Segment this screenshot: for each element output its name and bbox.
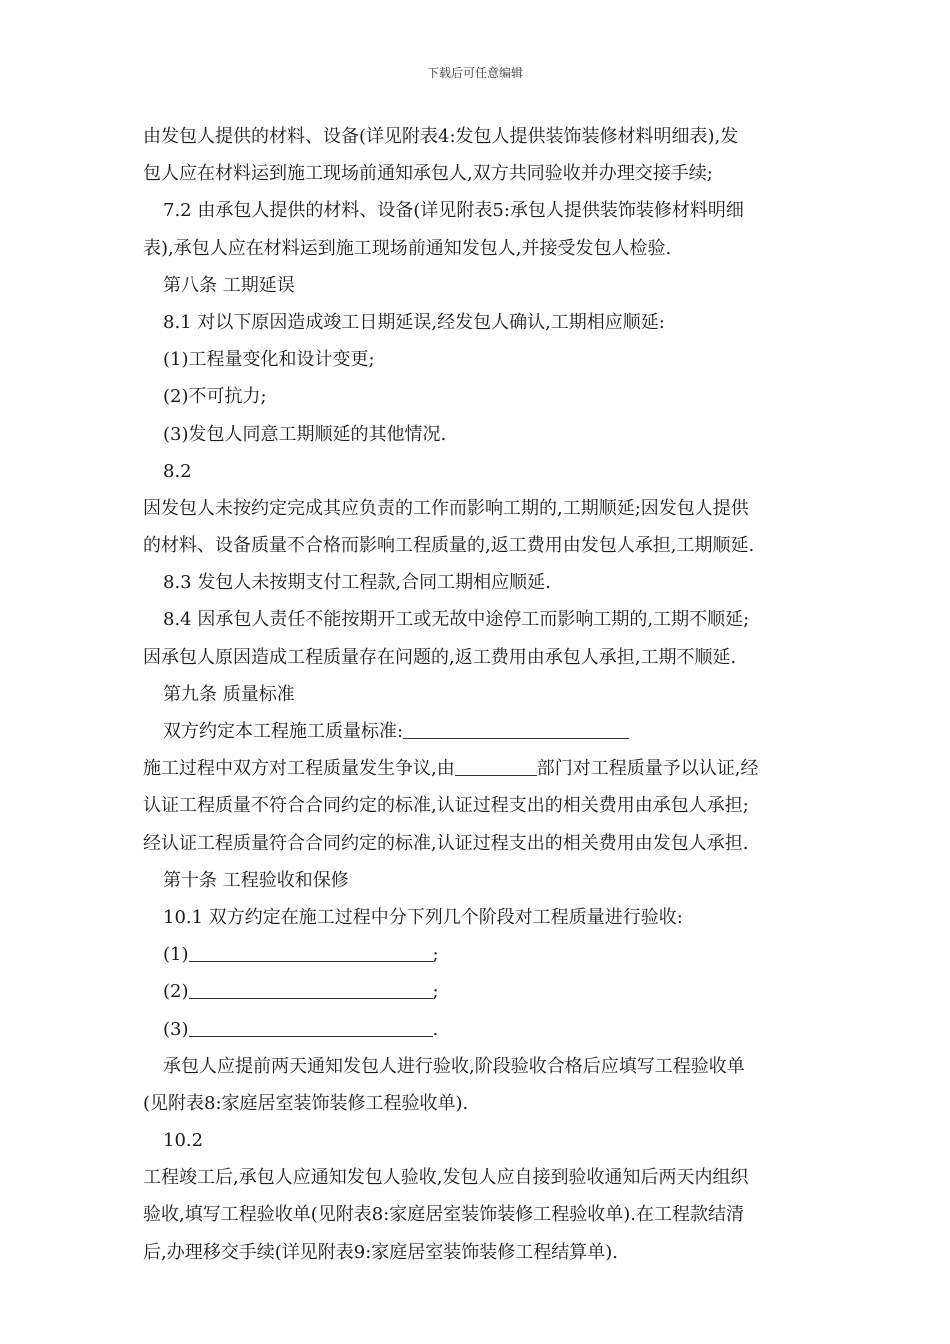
- stage-number: (2): [163, 981, 189, 1003]
- stage-number: (3): [163, 1018, 189, 1040]
- department-blank[interactable]: [455, 757, 537, 776]
- clause-8-2: 8.2: [163, 460, 192, 482]
- quality-standard-blank[interactable]: [403, 720, 629, 739]
- clause-8-3: 8.3 发包人未按期支付工程款,合同工期相应顺延.: [163, 572, 551, 594]
- article-10-heading: 第十条 工程验收和保修: [163, 869, 349, 891]
- list-item: (1)工程量变化和设计变更;: [163, 349, 375, 371]
- paragraph-line: 包人应在材料运到施工现场前通知承包人,双方共同验收并办理交接手续;: [143, 163, 713, 185]
- paragraph-line: 工程竣工后,承包人应通知发包人验收,发包人应自接到验收通知后两天内组织: [143, 1167, 749, 1189]
- stage-blank[interactable]: [189, 1018, 433, 1037]
- list-item: (3)发包人同意工期顺延的其他情况.: [163, 423, 447, 445]
- paragraph-line: 认证工程质量不符合合同约定的标准,认证过程支出的相关费用由承包人承担;: [143, 795, 749, 817]
- dispute-text-start: 施工过程中双方对工程质量发生争议,由: [143, 758, 455, 780]
- quality-standard-label: 双方约定本工程施工质量标准:: [163, 721, 404, 742]
- stage-number: (1): [163, 944, 189, 966]
- article-8-heading: 第八条 工期延误: [163, 274, 295, 296]
- stage-item-3: [143, 1011, 813, 1048]
- dispute-text-end: 部门对工程质量予以认证,经: [536, 758, 759, 780]
- dispute-line: [143, 750, 813, 787]
- paragraph-line: 后,办理移交手续(详见附表9:家庭居室装饰装修工程结算单).: [143, 1241, 619, 1263]
- stage-punct: ;: [432, 944, 439, 966]
- paragraph-line: 因发包人未按约定完成其应负责的工作而影响工期的,工期顺延;因发包人提供: [143, 497, 749, 519]
- stage-item-1: [143, 936, 813, 973]
- document-body: [143, 118, 813, 1271]
- stage-punct: ;: [432, 981, 439, 1003]
- clause-8-4: 8.4 因承包人责任不能按期开工或无故中途停工而影响工期的,工期不顺延;: [163, 609, 750, 631]
- stage-item-2: [143, 973, 813, 1010]
- clause-10-1: 10.1 双方约定在施工过程中分下列几个阶段对工程质量进行验收:: [163, 906, 683, 928]
- article-9-heading: 第九条 质量标准: [163, 683, 295, 705]
- paragraph-line: 经认证工程质量符合合同约定的标准,认证过程支出的相关费用由发包人承担.: [143, 832, 749, 854]
- paragraph-line: 表),承包人应在材料运到施工现场前通知发包人,并接受发包人检验.: [143, 237, 672, 259]
- clause-7-2: 7.2 由承包人提供的材料、设备(详见附表5:承包人提供装饰装修材料明细: [163, 200, 744, 222]
- paragraph-line: 因承包人原因造成工程质量存在问题的,返工费用由承包人承担,工期不顺延.: [143, 646, 737, 668]
- stage-blank[interactable]: [189, 980, 433, 999]
- stage-punct: .: [432, 1018, 439, 1040]
- paragraph-line: 的材料、设备质量不合格而影响工程质量的,返工费用由发包人承担,工期顺延.: [143, 535, 755, 557]
- paragraph-line: 验收,填写工程验收单(见附表8:家庭居室装饰装修工程验收单).在工程款结清: [143, 1204, 745, 1226]
- clause-10-2: 10.2: [163, 1130, 204, 1152]
- quality-standard-line: [143, 713, 813, 750]
- paragraph-line: 承包人应提前两天通知发包人进行验收,阶段验收合格后应填写工程验收单: [163, 1055, 745, 1077]
- list-item: (2)不可抗力;: [163, 386, 267, 408]
- clause-8-1: 8.1 对以下原因造成竣工日期延误,经发包人确认,工期相应顺延:: [163, 311, 665, 333]
- stage-blank[interactable]: [189, 943, 433, 962]
- paragraph-line: (见附表8:家庭居室装饰装修工程验收单).: [143, 1092, 469, 1114]
- paragraph-line: 由发包人提供的材料、设备(详见附表4:发包人提供装饰装修材料明细表),发: [143, 126, 739, 147]
- page-header: 下载后可任意编辑: [426, 66, 523, 80]
